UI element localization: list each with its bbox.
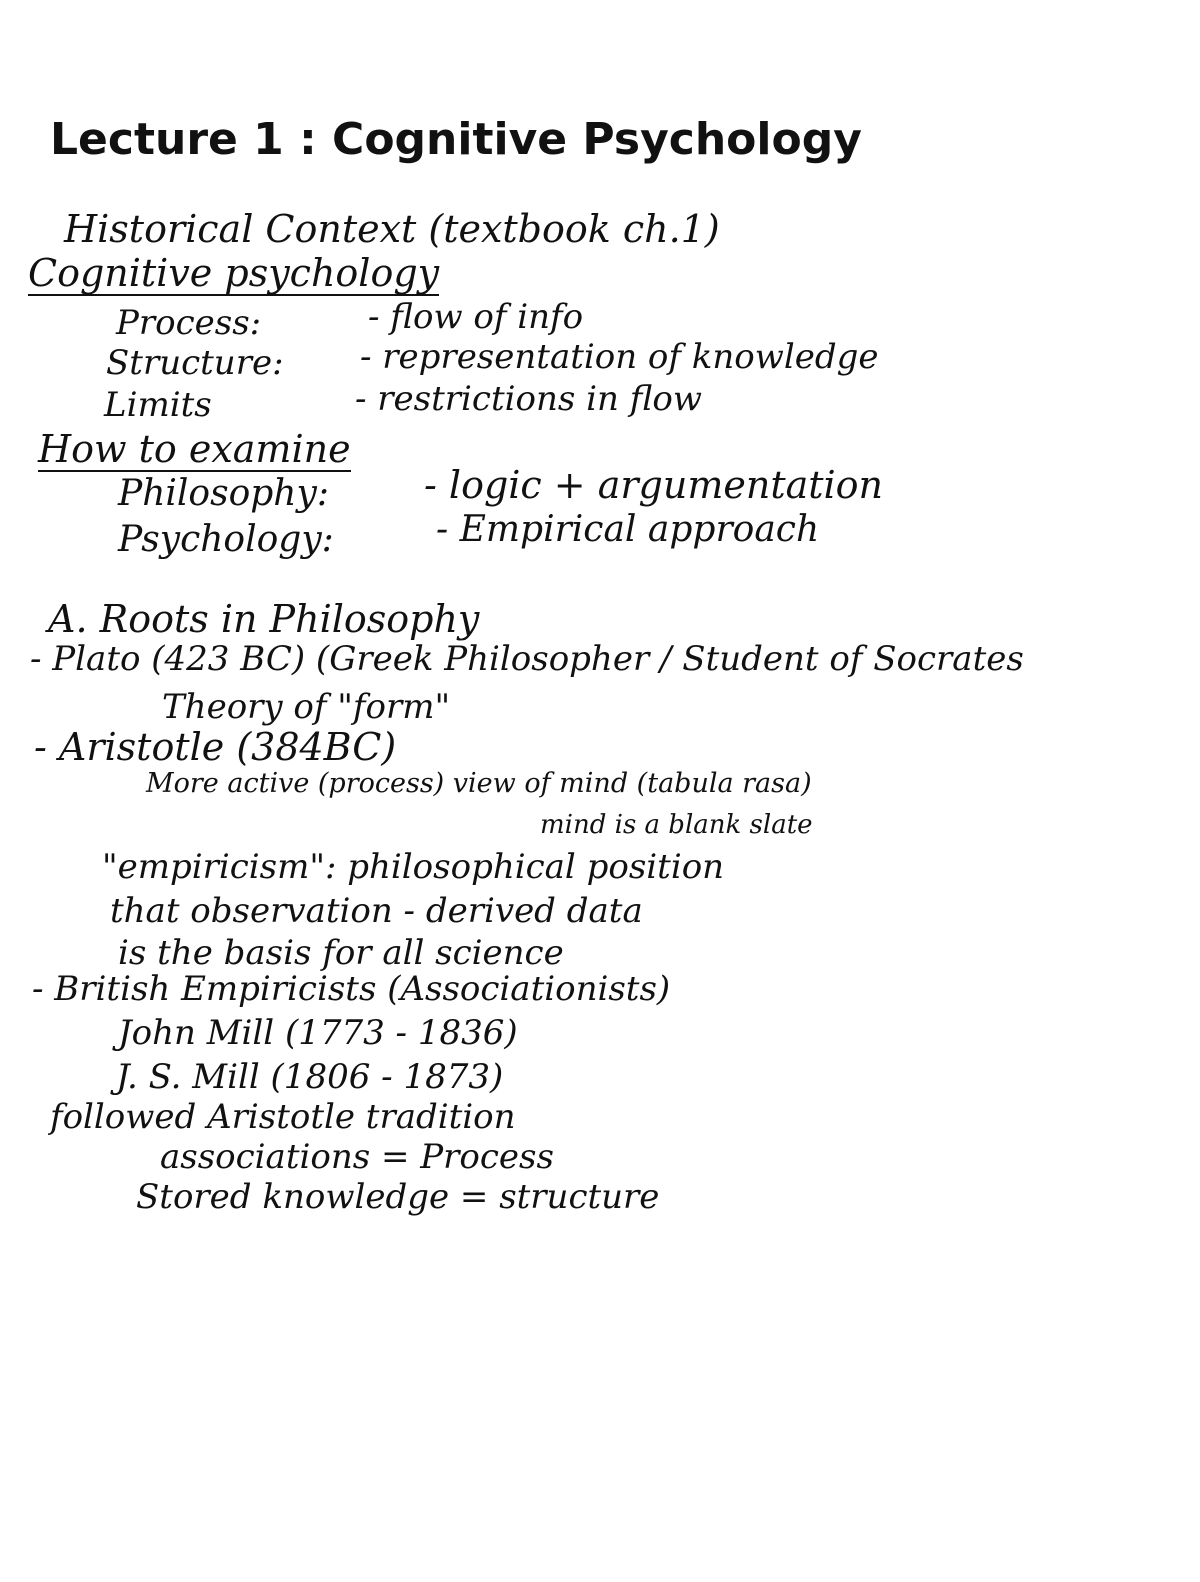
cognitive-psychology-heading: Cognitive psychology (28, 251, 440, 295)
philosophy-value: - logic + argumentation (424, 463, 884, 507)
psychology-label: Psychology: (118, 519, 334, 560)
empiricism-line-1: "empiricism": philosophical position (102, 847, 725, 887)
limits-value: - restrictions in flow (355, 379, 702, 419)
structure-label: Structure: (106, 343, 284, 383)
followed-line: followed Aristotle tradition (50, 1097, 516, 1137)
associations-line: associations = Process (160, 1137, 554, 1177)
stored-knowledge-line: Stored knowledge = structure (136, 1177, 660, 1217)
psychology-value: - Empirical approach (436, 509, 820, 550)
british-empiricists-line: - British Empiricists (Associationists) (32, 969, 671, 1009)
process-label: Process: (116, 303, 262, 343)
historical-context-line: Historical Context (textbook ch.1) (64, 207, 720, 251)
js-mill-line: J. S. Mill (1806 - 1873) (116, 1057, 504, 1097)
process-value: - flow of info (368, 297, 584, 337)
aristotle-line: - Aristotle (384BC) (34, 725, 397, 769)
philosophy-label: Philosophy: (118, 473, 329, 514)
how-to-examine-heading: How to examine (38, 427, 351, 471)
page-title: Lecture 1 : Cognitive Psychology (50, 114, 862, 165)
plato-line: - Plato (423 BC) (Greek Philosopher / Student of Socrates (30, 639, 1024, 679)
empiricism-line-2: that observation - derived data (110, 891, 643, 931)
aristotle-view-line: More active (process) view of mind (tabula rasa) (146, 768, 812, 799)
limits-label: Limits (104, 385, 212, 425)
empiricism-line-3: is the basis for all science (118, 933, 564, 973)
roots-heading: A. Roots in Philosophy (48, 597, 480, 641)
plato-theory-line: Theory of "form" (162, 687, 451, 727)
john-mill-line: John Mill (1773 - 1836) (118, 1013, 518, 1053)
structure-value: - representation of knowledge (360, 337, 879, 377)
blank-slate-line: mind is a blank slate (540, 810, 813, 840)
